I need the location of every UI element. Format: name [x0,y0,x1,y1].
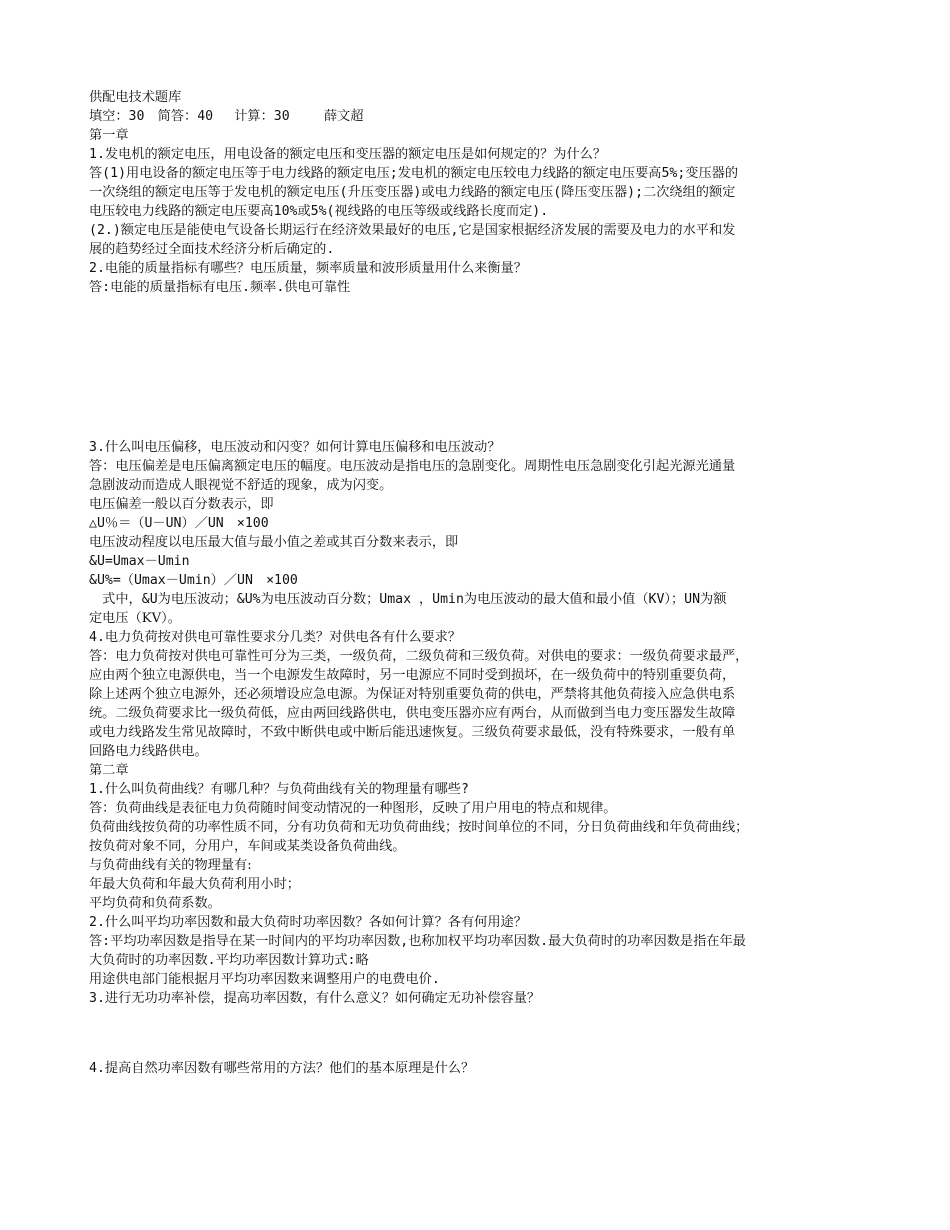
ch1-answer-3-line: 电压偏差一般以百分数表示，即 [89,497,274,512]
ch1-answer-3-line: 式中，&U为电压波动；&U%为电压波动百分数；Umax ，Umin为电压波动的最大值和最小值（KV）；UN为额 [89,592,727,607]
ch1-answer-3-line: 电压波动程度以电压最大值与最小值之差或其百分数来表示，即 [89,535,459,550]
ch1-answer-3-line: 答：电压偏差是电压偏离额定电压的幅度。电压波动是指电压的急剧变化。周期性电压急剧变化引起光源光通量 [89,459,736,474]
ch1-answer-4-line: 统。二级负荷要求比一级负荷低，应由两回线路供电，供电变压器亦应有两台，从而做到当电力变压器发生故障 [89,706,736,721]
ch1-answer-4-line: 或电力线路发生常见故障时，不致中断供电或中断后能迅速恢复。三级负荷要求最低，没有特殊要求，一般有单 [89,725,736,740]
ch1-answer-1-line: 一次绕组的额定电压等于发电机的额定电压(升压变压器)或电力线路的额定电压(降压变压器);二次绕组的额定 [89,185,736,200]
ch1-answer-1-line: 答(1)用电设备的额定电压等于电力线路的额定电压;发电机的额定电压较电力线路的额定电压要高5%;变压器的 [89,166,739,181]
ch2-question-4: 4.提高自然功率因数有哪些常用的方法？他们的基本原理是什么？ [89,1061,475,1076]
ch1-answer-4-line: 答：电力负荷按对供电可靠性可分为三类，一级负荷，二级负荷和三级负荷。对供电的要求：一级负荷要求最严， [89,649,749,664]
ch1-answer-1-line: 电压较电力线路的额定电压要高10%或5%(视线路的电压等级或线路长度而定). [89,204,549,219]
ch1-answer-3-line: 定电压（KV）。 [89,611,181,626]
ch2-answer-1-line: 平均负荷和负荷系数。 [89,896,221,911]
ch2-question-2: 2.什么叫平均功率因数和最大负荷时功率因数？各如何计算？各有何用途？ [89,915,527,930]
ch1-answer-4-line: 除上述两个独立电源外，还必须增设应急电源。为保证对特别重要负荷的供电，严禁将其他负荷接入应急供电系 [89,687,736,702]
ch2-answer-2-line: 用途供电部门能根据月平均功率因数来调整用户的电费电价. [89,972,440,987]
chapter-1-heading: 第一章 [89,128,129,143]
ch2-answer-1-line: 负荷曲线按负荷的功率性质不同，分有功负荷和无功负荷曲线；按时间单位的不同，分日负荷曲线和年负荷曲线； [89,820,749,835]
blank-space [89,1008,861,1059]
ch1-answer-4-line: 应由两个独立电源供电，当一个电源发生故障时，另一电源应不同时受到损坏，在一级负荷中的特别重要负荷， [89,668,736,683]
document-body [89,88,861,1078]
score-line: 填空：30 简答：40 计算：30 薛文超 [89,109,364,124]
ch1-answer-1-line: 展的趋势经过全面技术经济分析后确定的. [89,242,335,257]
blank-space [89,297,861,438]
ch2-answer-1-line: 答：负荷曲线是表征电力负荷随时间变动情况的一种图形，反映了用户用电的特点和规律。 [89,801,617,816]
document-title: 供配电技术题库 [89,90,182,105]
chapter-2-heading: 第二章 [89,763,129,778]
formula-voltage-deviation: △U％＝（U－UN）／UN ×100 [89,516,269,531]
ch1-answer-3-line: 急剧波动而造成人眼视觉不舒适的现象，成为闪变。 [89,478,393,493]
ch1-question-3: 3.什么叫电压偏移，电压波动和闪变？如何计算电压偏移和电压波动？ [89,440,501,455]
ch1-question-1: 1.发电机的额定电压，用电设备的额定电压和变压器的额定电压是如何规定的？为什么？ [89,147,607,162]
formula-voltage-fluctuation-percent: &U%=（Umax－Umin）／UN ×100 [89,573,298,588]
ch2-answer-2-line: 答:平均功率因数是指导在某一时间内的平均功率因数,也称加权平均功率因数.最大负荷时的功率因数是指在年最 [89,934,746,949]
ch1-answer-1-line: (2.)额定电压是能使电气设备长期运行在经济效果最好的电压,它是国家根据经济发展的需要及电力的水平和发 [89,223,736,238]
ch2-answer-1-line: 按负荷对象不同，分用户，车间或某类设备负荷曲线。 [89,839,406,854]
ch1-question-4: 4.电力负荷按对供电可靠性要求分几类？对供电各有什么要求？ [89,630,461,645]
ch2-answer-1-line: 年最大负荷和年最大负荷利用小时； [89,877,300,892]
ch2-question-1: 1.什么叫负荷曲线？有哪几种？与负荷曲线有关的物理量有哪些? [89,782,469,797]
ch1-answer-2-line: 答:电能的质量指标有电压.频率.供电可靠性 [89,280,351,295]
formula-voltage-fluctuation: &U=Umax－Umin [89,554,190,569]
ch2-question-3: 3.进行无功功率补偿，提高功率因数，有什么意义？如何确定无功补偿容量？ [89,991,541,1006]
ch2-answer-2-line: 大负荷时的功率因数.平均功率因数计算功式:略 [89,953,369,968]
ch1-answer-4-line: 回路电力线路供电。 [89,744,208,759]
ch2-answer-1-line: 与负荷曲线有关的物理量有: [89,858,252,873]
ch1-question-2: 2.电能的质量指标有哪些？电压质量，频率质量和波形质量用什么来衡量？ [89,261,527,276]
